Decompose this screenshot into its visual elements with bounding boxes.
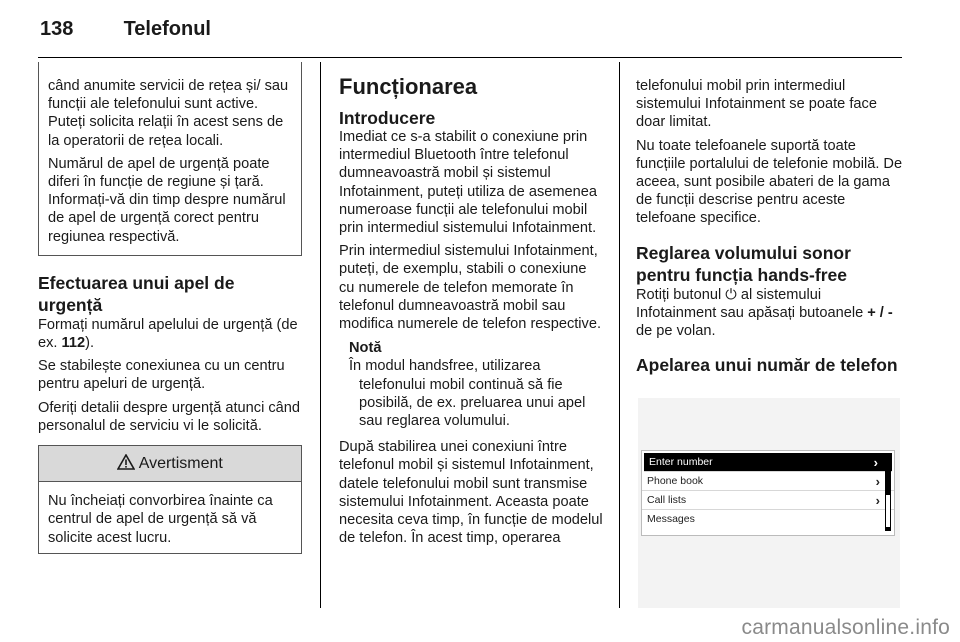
- chevron-right-icon: ›: [873, 455, 878, 471]
- warning-box: [38, 445, 302, 554]
- page-header: [40, 18, 211, 41]
- note-title: Notă: [349, 340, 382, 357]
- emergency-call-heading: Efectuarea unui apel de urgență: [38, 272, 235, 315]
- intro-paragraph-3: După stabilirea unei conexiuni între telefonul mobil și sistemul Infotainment, datele telefonului mobil sunt transmise sistemului Infotainment. Aceasta poate necesita ceva timp, în funcție de modelul de telefon. În acest timp, operarea: [339, 439, 603, 547]
- menu-scrollbar[interactable]: [885, 455, 891, 531]
- menu-item-phone-book[interactable]: Phone book ›: [642, 472, 894, 491]
- dialing-heading: Apelarea unui număr de telefon: [636, 355, 898, 376]
- phone-menu-illustration: [638, 398, 900, 608]
- emergency-paragraph-3: Oferiți detalii despre urgență atunci când personalul de serviciu vi le solicită.: [38, 399, 301, 434]
- warning-triangle-icon: [117, 455, 139, 472]
- column-divider-2: [619, 62, 620, 608]
- intro-paragraph-2: Prin intermediul sistemului Infotainment, puteți, de exemplu, stabili o conexiune cu numerele de telefon memorate în telefonul dumneavoastră mobil sau modifica numerele de telefon respective.: [339, 243, 602, 333]
- emergency-paragraph-2: Se stabilește conexiunea cu un centru pentru apeluri de urgență.: [38, 358, 285, 393]
- info-box: [38, 62, 302, 256]
- chevron-right-icon: ›: [875, 493, 880, 509]
- info-box-paragraph-1: când anumite servicii de rețea și/ sau funcții ale telefonului sunt active. Puteți solicita relații în acest sens de la operatorii de rețea locali.: [48, 78, 289, 149]
- scrollbar-thumb[interactable]: [886, 495, 890, 527]
- power-knob-icon: ⏻: [725, 286, 737, 303]
- note-body: În modul handsfree, utilizarea telefonului mobil continuă să fie posibilă, de ex. preluarea unui apel sau reglarea volumului.: [349, 358, 586, 430]
- emergency-paragraph-1: Formați numărul apelului de urgență (de ex. 112).: [38, 316, 298, 352]
- continued-paragraph: telefonului mobil prin intermediul sistemului Infotainment se poate face doar limitat.: [636, 78, 877, 131]
- menu-item-call-lists[interactable]: Call lists ›: [642, 491, 894, 510]
- subsection-title: Introducere: [339, 108, 436, 128]
- info-box-paragraph-2: Numărul de apel de urgență poate diferi în funcție de regiune și țară. Informați-vă din timp despre numărul de apel de urgență corect pentru regiunea respectivă.: [48, 155, 286, 245]
- note-block: [349, 339, 603, 430]
- intro-paragraph-1: Imediat ce s-a stabilit o conexiune prin intermediul Bluetooth între telefonul dumneavoastră mobil și sistemul Infotainment, puteți utiliza de asemenea numeroase funcții ale telefonului mobil prin intermediul sistemului Infotainment.: [339, 129, 597, 237]
- menu-item-messages[interactable]: Messages: [647, 513, 695, 526]
- volume-heading: Reglarea volumului sonor pentru funcția hands-free: [636, 242, 851, 285]
- warning-title: Avertisment: [39, 446, 301, 482]
- column-divider-1: [320, 62, 321, 608]
- volume-paragraph: Rotiți butonul ⏻ al sistemului Infotainment sau apăsați butoanele + / - de pe volan.: [636, 286, 893, 340]
- phone-menu-screen: [641, 450, 895, 536]
- page-reference: 112: [61, 335, 86, 352]
- column-3: [636, 62, 904, 608]
- section-title: Funcționarea: [339, 74, 478, 99]
- header-rule: [38, 57, 902, 58]
- page-number: 138: [40, 18, 74, 40]
- warning-body: Nu încheiați convorbirea înainte ca centrul de apel de urgență să vă solicite acest lucru.: [48, 493, 273, 546]
- chevron-right-icon: ›: [875, 474, 880, 490]
- watermark: carmanualsonline.info: [741, 616, 950, 639]
- page-title: Telefonul: [123, 18, 211, 40]
- phones-paragraph: Nu toate telefoanele suportă toate funcțiile portalului de telefonie mobilă. De aceea, sunt posibile abateri de la gama de funcții descrise pentru aceste telefoane specifice.: [636, 137, 903, 227]
- menu-item-enter-number[interactable]: Enter number ›: [644, 453, 892, 472]
- column-2: [339, 62, 603, 552]
- column-1: [38, 62, 302, 554]
